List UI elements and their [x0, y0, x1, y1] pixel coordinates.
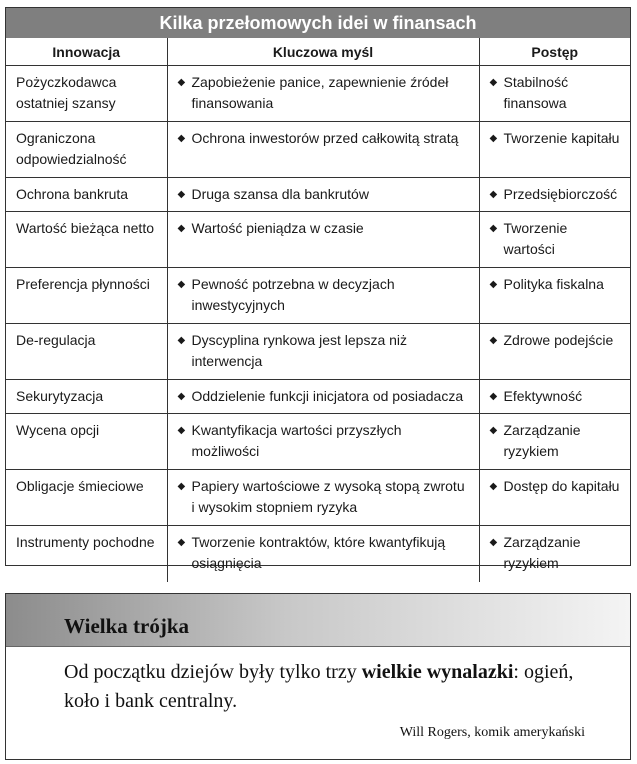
cell-text: Tworzenie wartości — [503, 220, 568, 257]
cell-text: Pewność potrzebna w decyzjach inwestycyjnych — [191, 276, 395, 313]
table-header-row — [6, 38, 630, 66]
cell-innowacja: De-regulacja — [6, 324, 167, 380]
cell-kluczowa-mysl — [167, 122, 479, 178]
bullet-icon: ◆ — [177, 335, 186, 346]
bullet-icon: ◆ — [489, 133, 498, 144]
bullet-icon: ◆ — [489, 537, 498, 548]
quote-text-before: Od początku dziejów były tylko trzy — [64, 661, 362, 683]
table-row — [6, 178, 630, 212]
table-row — [6, 324, 630, 380]
header-innowacja: Innowacja — [6, 38, 167, 66]
quote-text-bold: wielkie wynalazki — [361, 661, 514, 683]
cell-text: Oddzielenie funkcji inicjatora od posiadacza — [191, 388, 464, 404]
table-row — [6, 470, 630, 526]
cell-kluczowa-mysl — [167, 268, 479, 324]
cell-postep — [479, 526, 630, 582]
table-row — [6, 526, 630, 582]
cell-innowacja: Wartość bieżąca netto — [6, 212, 167, 268]
cell-text: Papiery wartościowe z wysoką stopą zwrotu i wysokim stopniem ryzyka — [191, 478, 465, 515]
cell-text: Druga szansa dla bankrutów — [191, 186, 369, 202]
cell-postep — [479, 212, 630, 268]
cell-text: Ochrona inwestorów przed całkowitą stratą — [191, 130, 459, 146]
bullet-icon: ◆ — [489, 189, 498, 200]
cell-postep — [479, 414, 630, 470]
cell-kluczowa-mysl — [167, 470, 479, 526]
cell-innowacja: Instrumenty pochodne — [6, 526, 167, 582]
bullet-icon: ◆ — [489, 279, 498, 290]
bullet-icon: ◆ — [177, 189, 186, 200]
cell-postep — [479, 178, 630, 212]
quote-text — [64, 658, 604, 716]
bullet-icon: ◆ — [489, 223, 498, 234]
table-row — [6, 268, 630, 324]
cell-postep — [479, 380, 630, 414]
quote-text-after: : ogień, koło i bank centralny. — [64, 661, 574, 712]
cell-innowacja: Preferencja płynności — [6, 268, 167, 324]
cell-text: Przedsiębiorczość — [503, 186, 618, 202]
table-row — [6, 122, 630, 178]
cell-postep — [479, 324, 630, 380]
bullet-icon: ◆ — [489, 481, 498, 492]
cell-text: Polityka fiskalna — [503, 276, 604, 292]
cell-text: Zapobieżenie panice, zapewnienie źródeł finansowania — [191, 74, 449, 111]
cell-innowacja: Ograniczona odpowiedzialność — [6, 122, 167, 178]
cell-kluczowa-mysl — [167, 526, 479, 582]
cell-kluczowa-mysl — [167, 324, 479, 380]
quote-title: Wielka trójka — [64, 614, 190, 638]
cell-kluczowa-mysl — [167, 380, 479, 414]
cell-text: Wartość pieniądza w czasie — [191, 220, 364, 236]
bullet-icon: ◆ — [177, 133, 186, 144]
cell-text: Zarządzanie ryzykiem — [503, 422, 581, 459]
bullet-icon: ◆ — [489, 77, 498, 88]
cell-postep — [479, 122, 630, 178]
cell-text: Dyscyplina rynkowa jest lepsza niż interwencja — [191, 332, 408, 369]
table-row — [6, 414, 630, 470]
header-kluczowa-mysl: Kluczowa myśl — [167, 38, 479, 66]
quote-box — [5, 593, 631, 760]
bullet-icon: ◆ — [177, 537, 186, 548]
bullet-icon: ◆ — [177, 425, 186, 436]
bullet-icon: ◆ — [489, 335, 498, 346]
cell-kluczowa-mysl — [167, 414, 479, 470]
table-title: Kilka przełomowych idei w finansach — [6, 8, 630, 38]
header-postep: Postęp — [479, 38, 630, 66]
bullet-icon: ◆ — [177, 77, 186, 88]
cell-innowacja: Pożyczkodawca ostatniej szansy — [6, 66, 167, 122]
bullet-icon: ◆ — [177, 223, 186, 234]
innovations-table-box — [5, 7, 631, 571]
cell-postep — [479, 268, 630, 324]
table-row — [6, 66, 630, 122]
bullet-icon: ◆ — [489, 391, 498, 402]
bullet-icon: ◆ — [489, 425, 498, 436]
table-row — [6, 380, 630, 414]
innovations-table — [6, 38, 630, 582]
cell-kluczowa-mysl — [167, 66, 479, 122]
bullet-icon: ◆ — [177, 279, 186, 290]
bullet-icon: ◆ — [177, 481, 186, 492]
cell-innowacja: Obligacje śmieciowe — [6, 470, 167, 526]
cell-postep — [479, 470, 630, 526]
cell-text: Zdrowe podejście — [503, 332, 614, 348]
cell-innowacja: Sekurytyzacja — [6, 380, 167, 414]
cell-innowacja: Ochrona bankruta — [6, 178, 167, 212]
cell-text: Zarządzanie ryzykiem — [503, 534, 581, 571]
cell-text: Dostęp do kapitału — [503, 478, 620, 494]
table-row — [6, 212, 630, 268]
cell-text: Stabilność finansowa — [503, 74, 569, 111]
cell-text: Tworzenie kapitału — [503, 130, 620, 146]
cell-postep — [479, 66, 630, 122]
bullet-icon: ◆ — [177, 391, 186, 402]
cell-innowacja: Wycena opcji — [6, 414, 167, 470]
cell-text: Tworzenie kontraktów, które kwantyfikują osiągnięcia — [191, 534, 446, 571]
cell-text: Kwantyfikacja wartości przyszłych możliwości — [191, 422, 402, 459]
cell-kluczowa-mysl — [167, 212, 479, 268]
cell-text: Efektywność — [503, 388, 583, 404]
cell-kluczowa-mysl — [167, 178, 479, 212]
quote-author: Will Rogers, komik amerykański — [399, 725, 585, 740]
